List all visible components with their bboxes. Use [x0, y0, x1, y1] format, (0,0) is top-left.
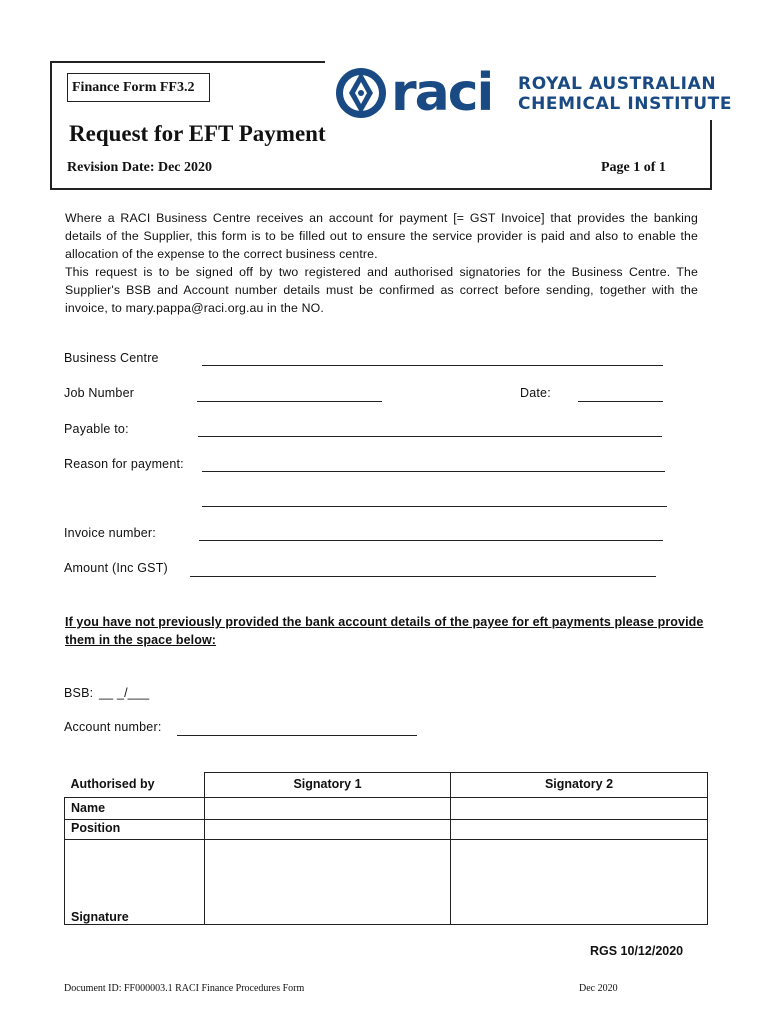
header-frame-left [50, 61, 52, 190]
bank-details-heading: If you have not previously provided the bank account details of the payee for eft payments please provide them in the space below: [65, 615, 704, 647]
account-number-label: Account number: [64, 720, 162, 734]
signatory-1-signature-cell[interactable] [205, 840, 451, 925]
amount-field[interactable] [190, 576, 656, 577]
authorised-by-label: Authorised by [65, 773, 205, 798]
revision-date: Revision Date: Dec 2020 [67, 160, 213, 175]
raci-emblem-icon [336, 68, 386, 118]
header-frame-bottom [50, 188, 712, 190]
job-number-field[interactable] [197, 401, 382, 402]
intro-paragraph-2: This request is to be signed off by two registered and authorised signatories for the Business Centre. The Supplier's BSB and Account number details must be confirmed as correct before sending, together with the invoice, to mary.pappa@raci.org.au in the NO. [65, 265, 698, 315]
page-number: Page 1 of 1 [601, 160, 666, 175]
amount-label: Amount (Inc GST) [64, 561, 168, 575]
bsb-label: BSB: [64, 686, 94, 700]
signatory-2-position-cell[interactable] [451, 820, 708, 840]
signatory-2-signature-cell[interactable] [451, 840, 708, 925]
business-centre-label: Business Centre [64, 351, 159, 365]
account-number-field[interactable] [177, 735, 417, 736]
job-number-label: Job Number [64, 386, 135, 400]
header-frame-top [50, 61, 325, 63]
position-label: Position [65, 820, 205, 840]
signatory-2-header: Signatory 2 [451, 773, 708, 798]
rgs-note: RGS 10/12/2020 [590, 944, 684, 958]
signatories-table [64, 772, 708, 925]
form-label: Finance Form FF3.2 [67, 73, 210, 102]
payable-to-field[interactable] [198, 436, 662, 437]
business-centre-field[interactable] [202, 365, 663, 366]
footer-date: Dec 2020 [579, 983, 618, 994]
page-title: Request for EFT Payment [69, 121, 326, 146]
bsb-field[interactable]: __ _/___ [99, 686, 150, 700]
reason-label: Reason for payment: [64, 457, 184, 471]
intro-paragraph-1: Where a RACI Business Centre receives an account for payment [= GST Invoice] that provides the banking details of the Supplier, this form is to be filled out to ensure the service provider is paid and also to enable the allocation of the expense to the correct business centre. [65, 211, 698, 261]
signatory-1-position-cell[interactable] [205, 820, 451, 840]
invoice-number-field[interactable] [199, 540, 663, 541]
intro-text [65, 209, 698, 317]
signatory-1-header: Signatory 1 [205, 773, 451, 798]
signatory-2-name-cell[interactable] [451, 798, 708, 820]
raci-wordmark: raci [391, 64, 493, 122]
signatory-1-name-cell[interactable] [205, 798, 451, 820]
logo-line2: CHEMICAL INSTITUTE [518, 94, 733, 114]
reason-field-line-2[interactable] [202, 506, 667, 507]
reason-field-line-1[interactable] [202, 471, 665, 472]
header-frame-right [710, 120, 712, 190]
signature-label: Signature [65, 840, 205, 925]
invoice-number-label: Invoice number: [64, 526, 156, 540]
date-label: Date: [520, 386, 551, 400]
payable-to-label: Payable to: [64, 422, 129, 436]
footer-document-id: Document ID: FF000003.1 RACI Finance Procedures Form [64, 983, 305, 994]
date-field[interactable] [578, 401, 663, 402]
name-label: Name [65, 798, 205, 820]
logo-line1: ROYAL AUSTRALIAN [518, 74, 717, 94]
